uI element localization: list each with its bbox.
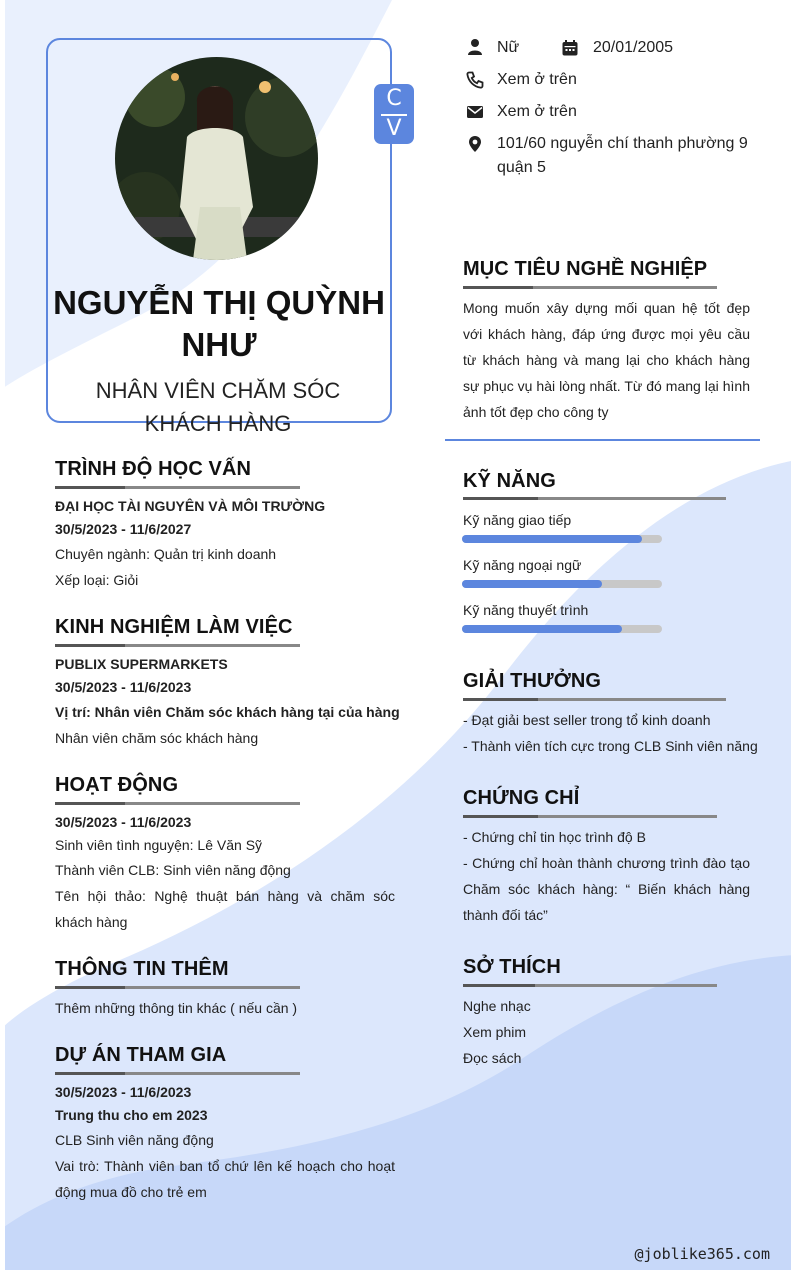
projects-period: 30/5/2023 - 11/6/2023 (55, 1084, 192, 1100)
experience-company: PUBLIX SUPERMARKETS (55, 656, 228, 672)
experience-heading: KINH NGHIỆM LÀM VIỆC (55, 616, 293, 638)
award-item-1: - Đạt giải best seller trong tổ kinh doanh (463, 712, 711, 728)
education-rank: Xếp loại: Giỏi (55, 572, 139, 588)
experience-desc: Nhân viên chăm sóc khách hàng (55, 730, 259, 746)
skills-rule (463, 497, 726, 500)
certificates-heading: CHỨNG CHỈ (463, 787, 580, 809)
phone: Xem ở trên (497, 71, 577, 88)
projects-rule (55, 1072, 300, 1075)
certificates-rule (463, 815, 717, 818)
skill-bar-fill (462, 535, 642, 543)
award-item-2: - Thành viên tích cực trong CLB Sinh viên năng (463, 738, 758, 754)
phone-icon (466, 71, 484, 89)
email: Xem ở trên (497, 103, 577, 120)
hobbies-heading: SỞ THÍCH (463, 956, 561, 978)
awards-rule (463, 698, 726, 701)
education-major: Chuyên ngành: Quản trị kinh doanh (55, 546, 277, 562)
section-separator (445, 439, 760, 441)
skill-label-3: Kỹ năng thuyết trình (463, 602, 589, 618)
skill-bar-2 (462, 580, 662, 588)
calendar-icon (561, 39, 579, 57)
cv-badge (374, 84, 414, 144)
skill-label-1: Kỹ năng giao tiếp (463, 512, 572, 528)
hobbies-rule (463, 984, 717, 987)
location-pin-icon (466, 135, 484, 153)
activities-line3: Tên hội thảo: Nghệ thuật bán hàng và chăm sóc khách hàng (55, 888, 395, 930)
skill-bar-fill (462, 580, 602, 588)
person-icon (466, 38, 484, 56)
extra-text: Thêm những thông tin khác ( nếu cần ) (55, 1000, 298, 1016)
skill-bar-1 (462, 535, 662, 543)
experience-rule (55, 644, 300, 647)
address: 101/60 nguyễn chí thanh phường 9 quận 5 (497, 135, 748, 176)
education-school: ĐẠI HỌC TÀI NGUYÊN VÀ MÔI TRƯỜNG (55, 498, 326, 514)
activities-line1: Sinh viên tình nguyện: Lê Văn Sỹ (55, 837, 263, 853)
hobby-item-1: Nghe nhạc (463, 998, 531, 1014)
gender: Nữ (497, 39, 520, 56)
avatar (115, 57, 318, 260)
candidate-title: NHÂN VIÊN CHĂM SÓC KHÁCH HÀNG (95, 378, 341, 436)
skill-bar-fill (462, 625, 622, 633)
skills-heading: KỸ NĂNG (463, 470, 556, 492)
objective-text: Mong muốn xây dựng mối quan hệ tốt đẹp với khách hàng, đáp ứng được mọi yêu cầu từ khách hàng và mang lại cho khách hàng sự phục vụ hài lòng nhất. Từ đó mang lại hình ảnh tốt đẹp cho công ty (463, 300, 750, 420)
hobby-item-2: Xem phim (463, 1024, 527, 1040)
extra-rule (55, 986, 300, 989)
education-heading: TRÌNH ĐỘ HỌC VẤN (55, 458, 252, 480)
hobby-item-3: Đọc sách (463, 1050, 522, 1066)
date-of-birth: 20/01/2005 (593, 39, 674, 56)
education-period: 30/5/2023 - 11/6/2027 (55, 521, 192, 537)
experience-period: 30/5/2023 - 11/6/2023 (55, 679, 192, 695)
activities-period: 30/5/2023 - 11/6/2023 (55, 814, 192, 830)
projects-name: Trung thu cho em 2023 (55, 1107, 208, 1123)
education-rule (55, 486, 300, 489)
activities-line2: Thành viên CLB: Sinh viên năng động (55, 862, 291, 878)
experience-position: Vị trí: Nhân viên Chăm sóc khách hàng tại của hàng (55, 704, 400, 720)
footer-watermark: @joblike365.com (634, 1245, 770, 1263)
certificate-item-1: - Chứng chỉ tin học trình độ B (463, 829, 646, 845)
extra-heading: THÔNG TIN THÊM (55, 958, 229, 980)
objective-heading: MỤC TIÊU NGHỀ NGHIỆP (463, 258, 708, 280)
projects-org: CLB Sinh viên năng động (55, 1132, 214, 1148)
cv-badge-v: V (386, 116, 402, 141)
candidate-name: NGUYỄN THỊ QUỲNH NHƯ (53, 284, 385, 363)
skill-bar-3 (462, 625, 662, 633)
projects-heading: DỰ ÁN THAM GIA (55, 1044, 227, 1066)
cv-badge-c: C (386, 86, 402, 111)
activities-heading: HOẠT ĐỘNG (55, 774, 179, 796)
projects-role: Vai trò: Thành viên ban tổ chứ lên kế hoạch cho hoạt động mua đồ cho trẻ em (55, 1158, 395, 1200)
certificate-item-2: - Chứng chỉ hoàn thành chương trình đào tạo Chăm sóc khách hàng: “ Biến khách hàng thành đối tác” (463, 855, 750, 923)
mail-icon (466, 103, 484, 121)
activities-rule (55, 802, 300, 805)
awards-heading: GIẢI THƯỞNG (463, 670, 602, 692)
skill-label-2: Kỹ năng ngoại ngữ (463, 557, 582, 573)
objective-rule (463, 286, 717, 289)
